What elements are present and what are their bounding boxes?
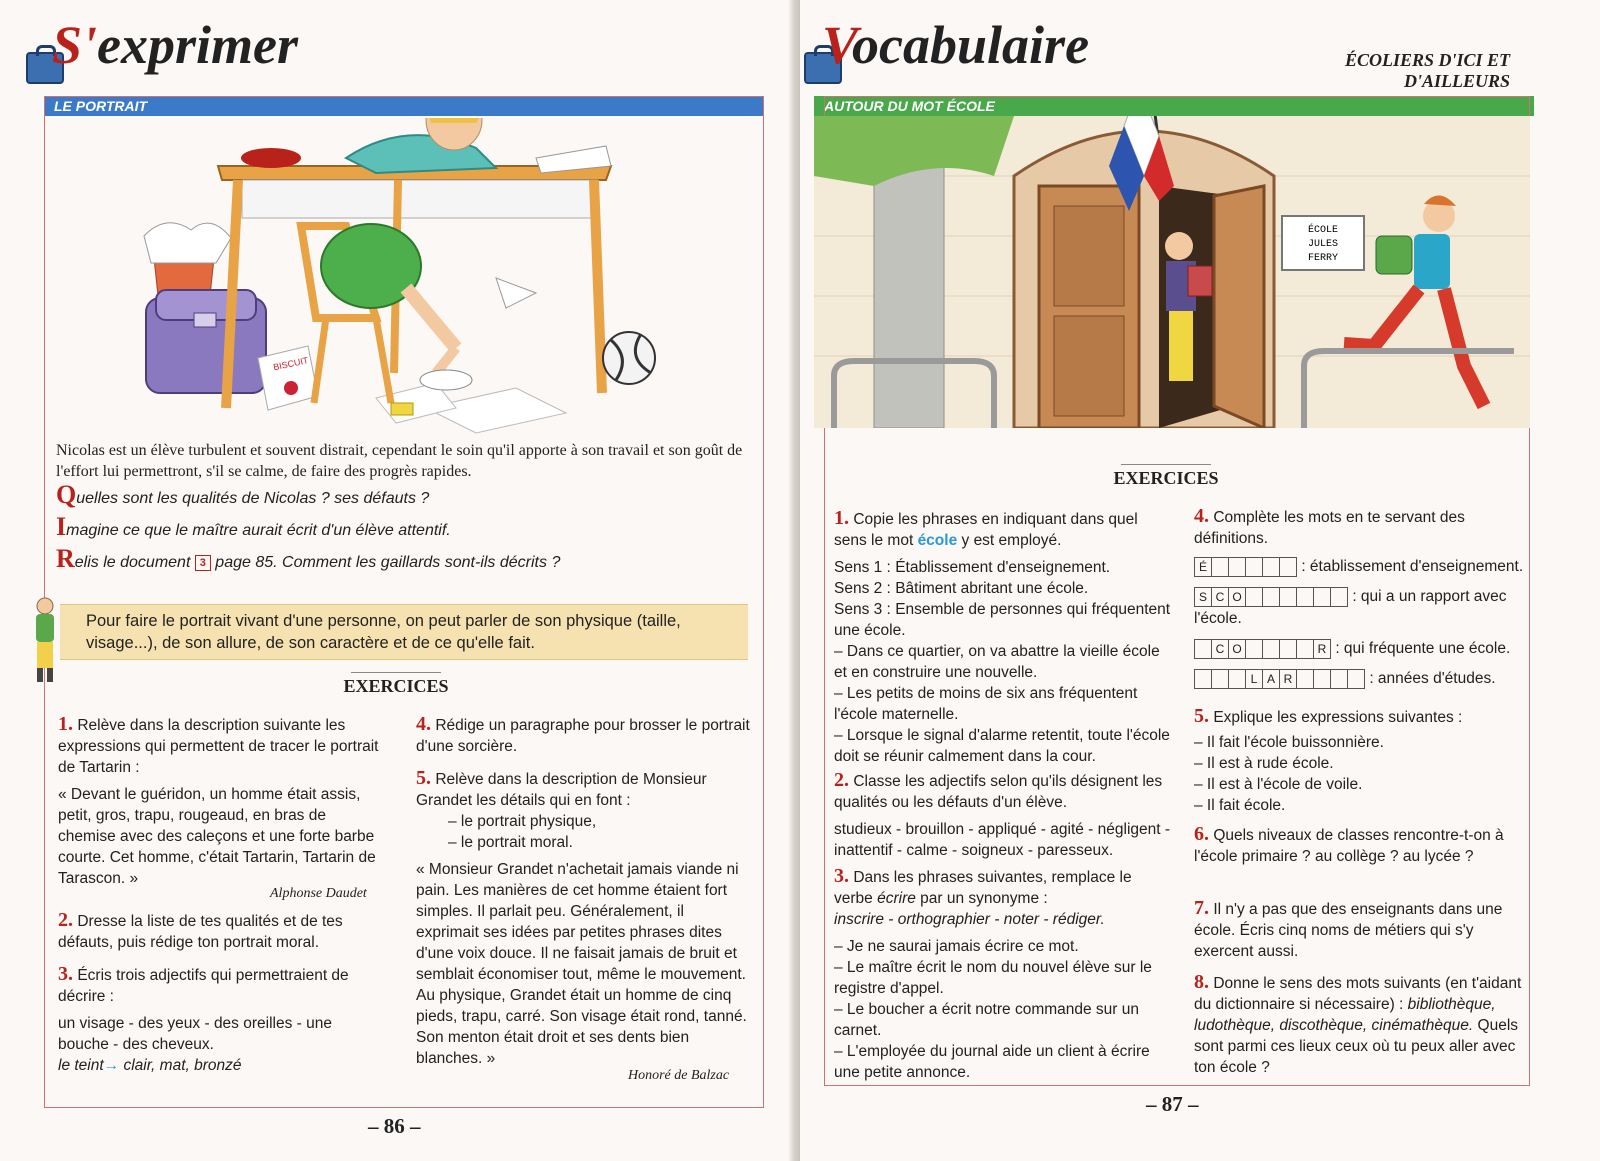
word-grid-row-2: S C O : qui a un rapport avec l'école. [1194, 588, 1507, 627]
exercise-3: 3. Écris trois adjectifs qui permettraient de décrire : un visage - des yeux - des oreilles - une bouche - des cheveux. le teint→ clair, mat, bronzé [58, 963, 349, 1074]
section-band: LE PORTRAIT [44, 96, 764, 116]
exercise-3: 3. Dans les phrases suivantes, remplace le verbe écrire par un synonyme : inscrire - orthographier - noter - rédiger. – Je ne saurai jamais écrire ce mot. – Le maître écrit le nom du nouvel élève sur le registre d'appel. – Le boucher a écrit notre commande sur un carnet. – L'employée du journal aide un client à écrire une petite annonce. [834, 865, 1152, 1081]
exercise-5: 5. Explique les expressions suivantes : – Il fait l'école buissonnière. – Il est à rude école. – Il est à l'école de voile. – Il fait école. [1194, 705, 1463, 814]
exercise-1: 1. Relève dans la description suivante les expressions qui permettent de tracer le portrait de Tartarin : « Devant le guéridon, un homme était assis, petit, gros, trapu, rougeaud, en bras de chemise avec des caleçons et une forte barbe courte. Cet homme, c'était Tartarin, Tartarin de Tarascon. » [58, 714, 382, 889]
question-3: Relis le document 3 page 85. Comment les gaillards sont-ils décrits ? [56, 544, 561, 573]
word-grid-row-1: É : établissement d'enseignement. [1194, 556, 1524, 578]
document-number-box: 3 [195, 555, 211, 571]
page-number: – 86 – [368, 1114, 421, 1138]
exercise-4: 4. Rédige un paragraphe pour brosser le portrait d'une sorcière. [416, 713, 750, 755]
letter-grid[interactable]: C O R [1194, 639, 1331, 659]
info-box: Pour faire le portrait vivant d'une personne, on peut parler de son physique (taille, visage...), de son allure, de son caractère et de ce qu'elle fait. [60, 604, 748, 660]
intro-paragraph: Nicolas est un élève turbulent et souvent distrait, cependant le soin qu'il apporte à son travail et son goût de l'effort lui permettront, s'il se calme, de faire des progrès rapides. [56, 442, 743, 480]
page-86 [0, 0, 790, 1161]
svg-text:FERRY: FERRY [1307, 253, 1339, 264]
section-band: AUTOUR DU MOT ÉCOLE [814, 96, 1534, 116]
exercise-1: 1. Copie les phrases en indiquant dans quel sens le mot école y est employé. Sens 1 : Établissement d'enseignement. Sens 2 : Bâtiment abritant une école. Sens 3 : Ensemble de personnes qui fréquentent une école. – Dans ce quartier, on va abattre la vieille école et en construire une nouvelle. – Les petits de moins de six ans fréquentent l'école maternelle. – Lorsque le signal d'alarme retentit, toute l'école doit se réunir calmement dans la cour. [834, 507, 1171, 765]
biscuit-label: BISCUIT [272, 355, 310, 373]
letter-grid[interactable]: É [1194, 557, 1297, 577]
page-number: – 87 – [1146, 1092, 1199, 1116]
question-2: Imagine ce que le maître aurait écrit d'un élève attentif. [56, 512, 451, 541]
chapter-header: ÉCOLIERS D'ICI ET D'AILLEURS [1344, 50, 1510, 91]
exercise-7: 7. Il n'y a pas que des enseignants dans une école. Écris cinq noms de métiers qui s'y exercent aussi. [1194, 897, 1503, 960]
question-1: Quelles sont les qualités de Nicolas ? ses défauts ? [56, 480, 430, 509]
letter-grid[interactable]: L A R [1194, 669, 1365, 689]
exercises-heading: EXERCICES [1066, 468, 1266, 489]
exercise-2: 2. Dresse la liste de tes qualités et de tes défauts, puis rédige ton portrait moral. [58, 909, 343, 951]
letter-grid[interactable]: S C O [1194, 587, 1348, 607]
svg-text:JULES: JULES [1307, 239, 1339, 250]
word-grid-row-3: C O R : qui fréquente une école. [1194, 638, 1524, 660]
word-grid-row-4: L A R : années d'études. [1194, 668, 1524, 690]
school-entrance-illustration [814, 116, 1530, 428]
svg-text:ÉCOLE: ÉCOLE [1307, 225, 1339, 236]
exercise-8: 8. Donne le sens des mots suivants (en t'aidant du dictionnaire si nécessaire) : bibliothèque, ludothèque, discothèque, cinémathèque. Quels sont parmi ces lieux ceux où tu peux aller avec ton école ? [1194, 971, 1522, 1076]
exercises-heading: EXERCICES [296, 676, 496, 697]
child-figure-icon [30, 596, 60, 686]
grandet-quote: « Monsieur Grandet n'achetait jamais viande ni pain. Les manières de cet homme étaient fort simples. Il parlait peu. Généralement, il exprimait ses idées par petites phrases dites d'une voix douce. Il ne faisait jamais de bruit et semblait économiser tout, même le mouvement. Au physique, Grandet était un homme de cinq pieds, trapu, carré. Son visage était rond, tanné. Son menton était droit et ses dents bien blanches. » [416, 861, 747, 1067]
arrow-icon: → [103, 1057, 120, 1074]
exercise-6: 6. Quels niveaux de classes rencontre-t-on à l'école primaire ? au collège ? au lycée ? [1194, 823, 1504, 865]
exercise-2: 2. Classe les adjectifs selon qu'ils désignent les qualités ou les défauts d'un élève. studieux - brouillon - appliqué - agité - négligent - inattentif - calme - soigneux - paresseux. [834, 769, 1171, 859]
tartarin-quote: « Devant le guéridon, un homme était assis, petit, gros, trapu, rougeaud, en bras de chemise avec des caleçons et une forte barbe courte. Cet homme, c'était Tartarin, Tartarin de Tarascon. » [58, 786, 376, 887]
page-title: Vocabulaire [822, 15, 1090, 75]
exercise-5: 5. Relève dans la description de Monsieur Grandet les détails qui en font : – le portrait physique, – le portrait moral. « Monsieur Grandet n'achetait jamais viande ni pain. Les manières de cet homme étaient fort simples. Il parlait peu. Généralement, il exprimait ses idées par petites phrases dites d'une voix douce. Il ne faisait jamais de bruit et semblait économiser tout, même le mouvement. Au physique, Grandet était un homme de cinq pieds, trapu, carré. Son visage était rond, tanné. Son menton était droit et ses dents bien blanches. » [416, 768, 750, 1069]
author-daudet: Alphonse Daudet [270, 886, 367, 901]
student-desk-illustration [46, 118, 762, 440]
page-title: S'exprimer [52, 15, 299, 75]
page-87 [800, 0, 1600, 1161]
author-balzac: Honoré de Balzac [628, 1068, 730, 1083]
exercise-4: 4. Complète les mots en te servant des définitions. [1194, 505, 1465, 547]
